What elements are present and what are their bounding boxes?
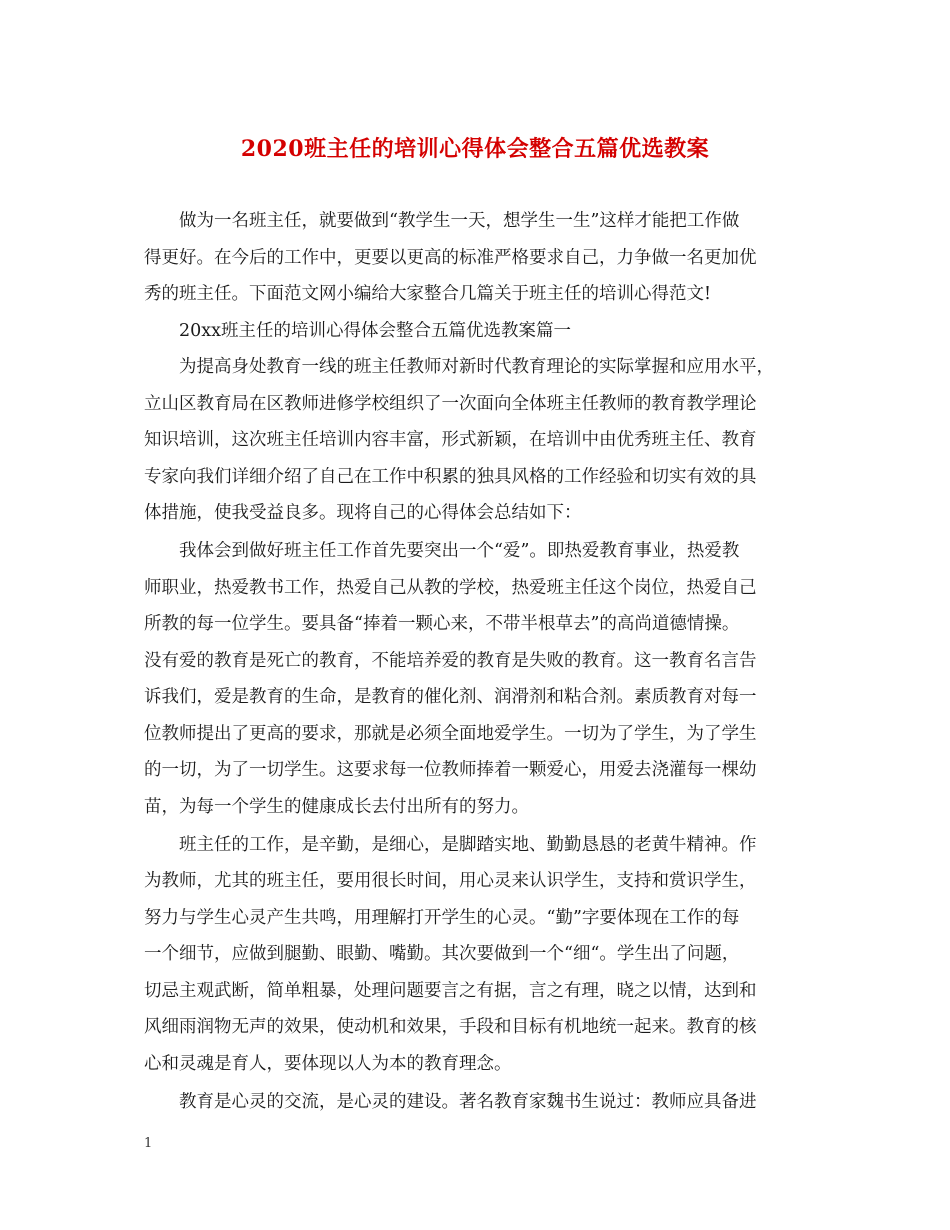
text-line: 所教的每一位学生。要具备“捧着一颗心来，不带半根草去”的高尚道德情操。	[144, 614, 740, 635]
section-heading: 20xx班主任的培训心得体会整合五篇优选教案篇一	[179, 320, 572, 341]
text-line: 我体会到做好班主任工作首先要突出一个“爱”。即热爱教育事业，热爱教	[179, 541, 740, 562]
text-line: 心和灵魂是育人，要体现以人为本的教育理念。	[144, 1053, 512, 1074]
text-line: 立山区教育局在区教师进修学校组织了一次面向全体班主任教师的教育教学理论	[144, 393, 757, 414]
text-line: 教育是心灵的交流，是心灵的建设。著名教育家魏书生说过：教师应具备进	[179, 1091, 757, 1112]
text-line: 做为一名班主任，就要做到“教学生一天，想学生一生”这样才能把工作做	[179, 211, 740, 231]
text-line: 秀的班主任。下面范文网小编给大家整合几篇关于班主任的培训心得范文!	[144, 284, 712, 304]
text-line: 专家向我们详细介绍了自己在工作中积累的独具风格的工作经验和切实有效的具	[144, 466, 757, 487]
text-line: 得更好。在今后的工作中，更要以更高的标准严格要求自己，力争做一名更加优	[144, 247, 757, 268]
text-line: 师职业，热爱教书工作，热爱自己从教的学校，热爱班主任这个岗位，热爱自己	[144, 577, 757, 598]
document-body	[144, 203, 814, 1120]
text-line: 风细雨润物无声的效果，使动机和效果，手段和目标有机地统一起来。教育的核	[144, 1017, 757, 1038]
text-line: 知识培训，这次班主任培训内容丰富，形式新颖，在培训中由优秀班主任、教育	[144, 430, 757, 450]
text-line: 的一切，为了一切学生。这要求每一位教师捧着一颗爱心，用爱去浇灌每一棵幼	[144, 760, 757, 781]
text-line: 诉我们，爱是教育的生命，是教育的催化剂、润滑剂和粘合剂。素质教育对每一	[144, 687, 757, 708]
text-line: 位教师提出了更高的要求，那就是必须全面地爱学生。一切为了学生，为了学生	[144, 723, 757, 744]
text-line: 一个细节，应做到腿勤、眼勤、嘴勤。其次要做到一个“细“。学生出了问题，	[144, 944, 740, 965]
text-line: 苗，为每一个学生的健康成长去付出所有的努力。	[144, 796, 529, 817]
page-number: 1	[144, 1136, 153, 1151]
text-line: 没有爱的教育是死亡的教育，不能培养爱的教育是失败的教育。这一教育名言告	[144, 650, 757, 671]
document-title: 2020班主任的培训心得体会整合五篇优选教案	[240, 136, 710, 162]
text-line: 体措施，使我受益良多。现将自己的心得体会总结如下：	[144, 503, 582, 523]
text-line: 为提高身处教育一线的班主任教师对新时代教育理论的实际掌握和应用水平，	[179, 357, 774, 377]
text-line: 为教师，尤其的班主任，要用很长时间，用心灵来认识学生，支持和赏识学生，	[144, 871, 757, 892]
text-line: 切忌主观武断，简单粗暴，处理问题要言之有据，言之有理，晓之以情，达到和	[144, 980, 757, 1001]
text-line: 努力与学生心灵产生共鸣，用理解打开学生的心灵。“勤”字要体现在工作的每	[144, 907, 740, 928]
text-line: 班主任的工作，是辛勤，是细心，是脚踏实地、勤勤恳恳的老黄牛精神。作	[179, 834, 757, 855]
